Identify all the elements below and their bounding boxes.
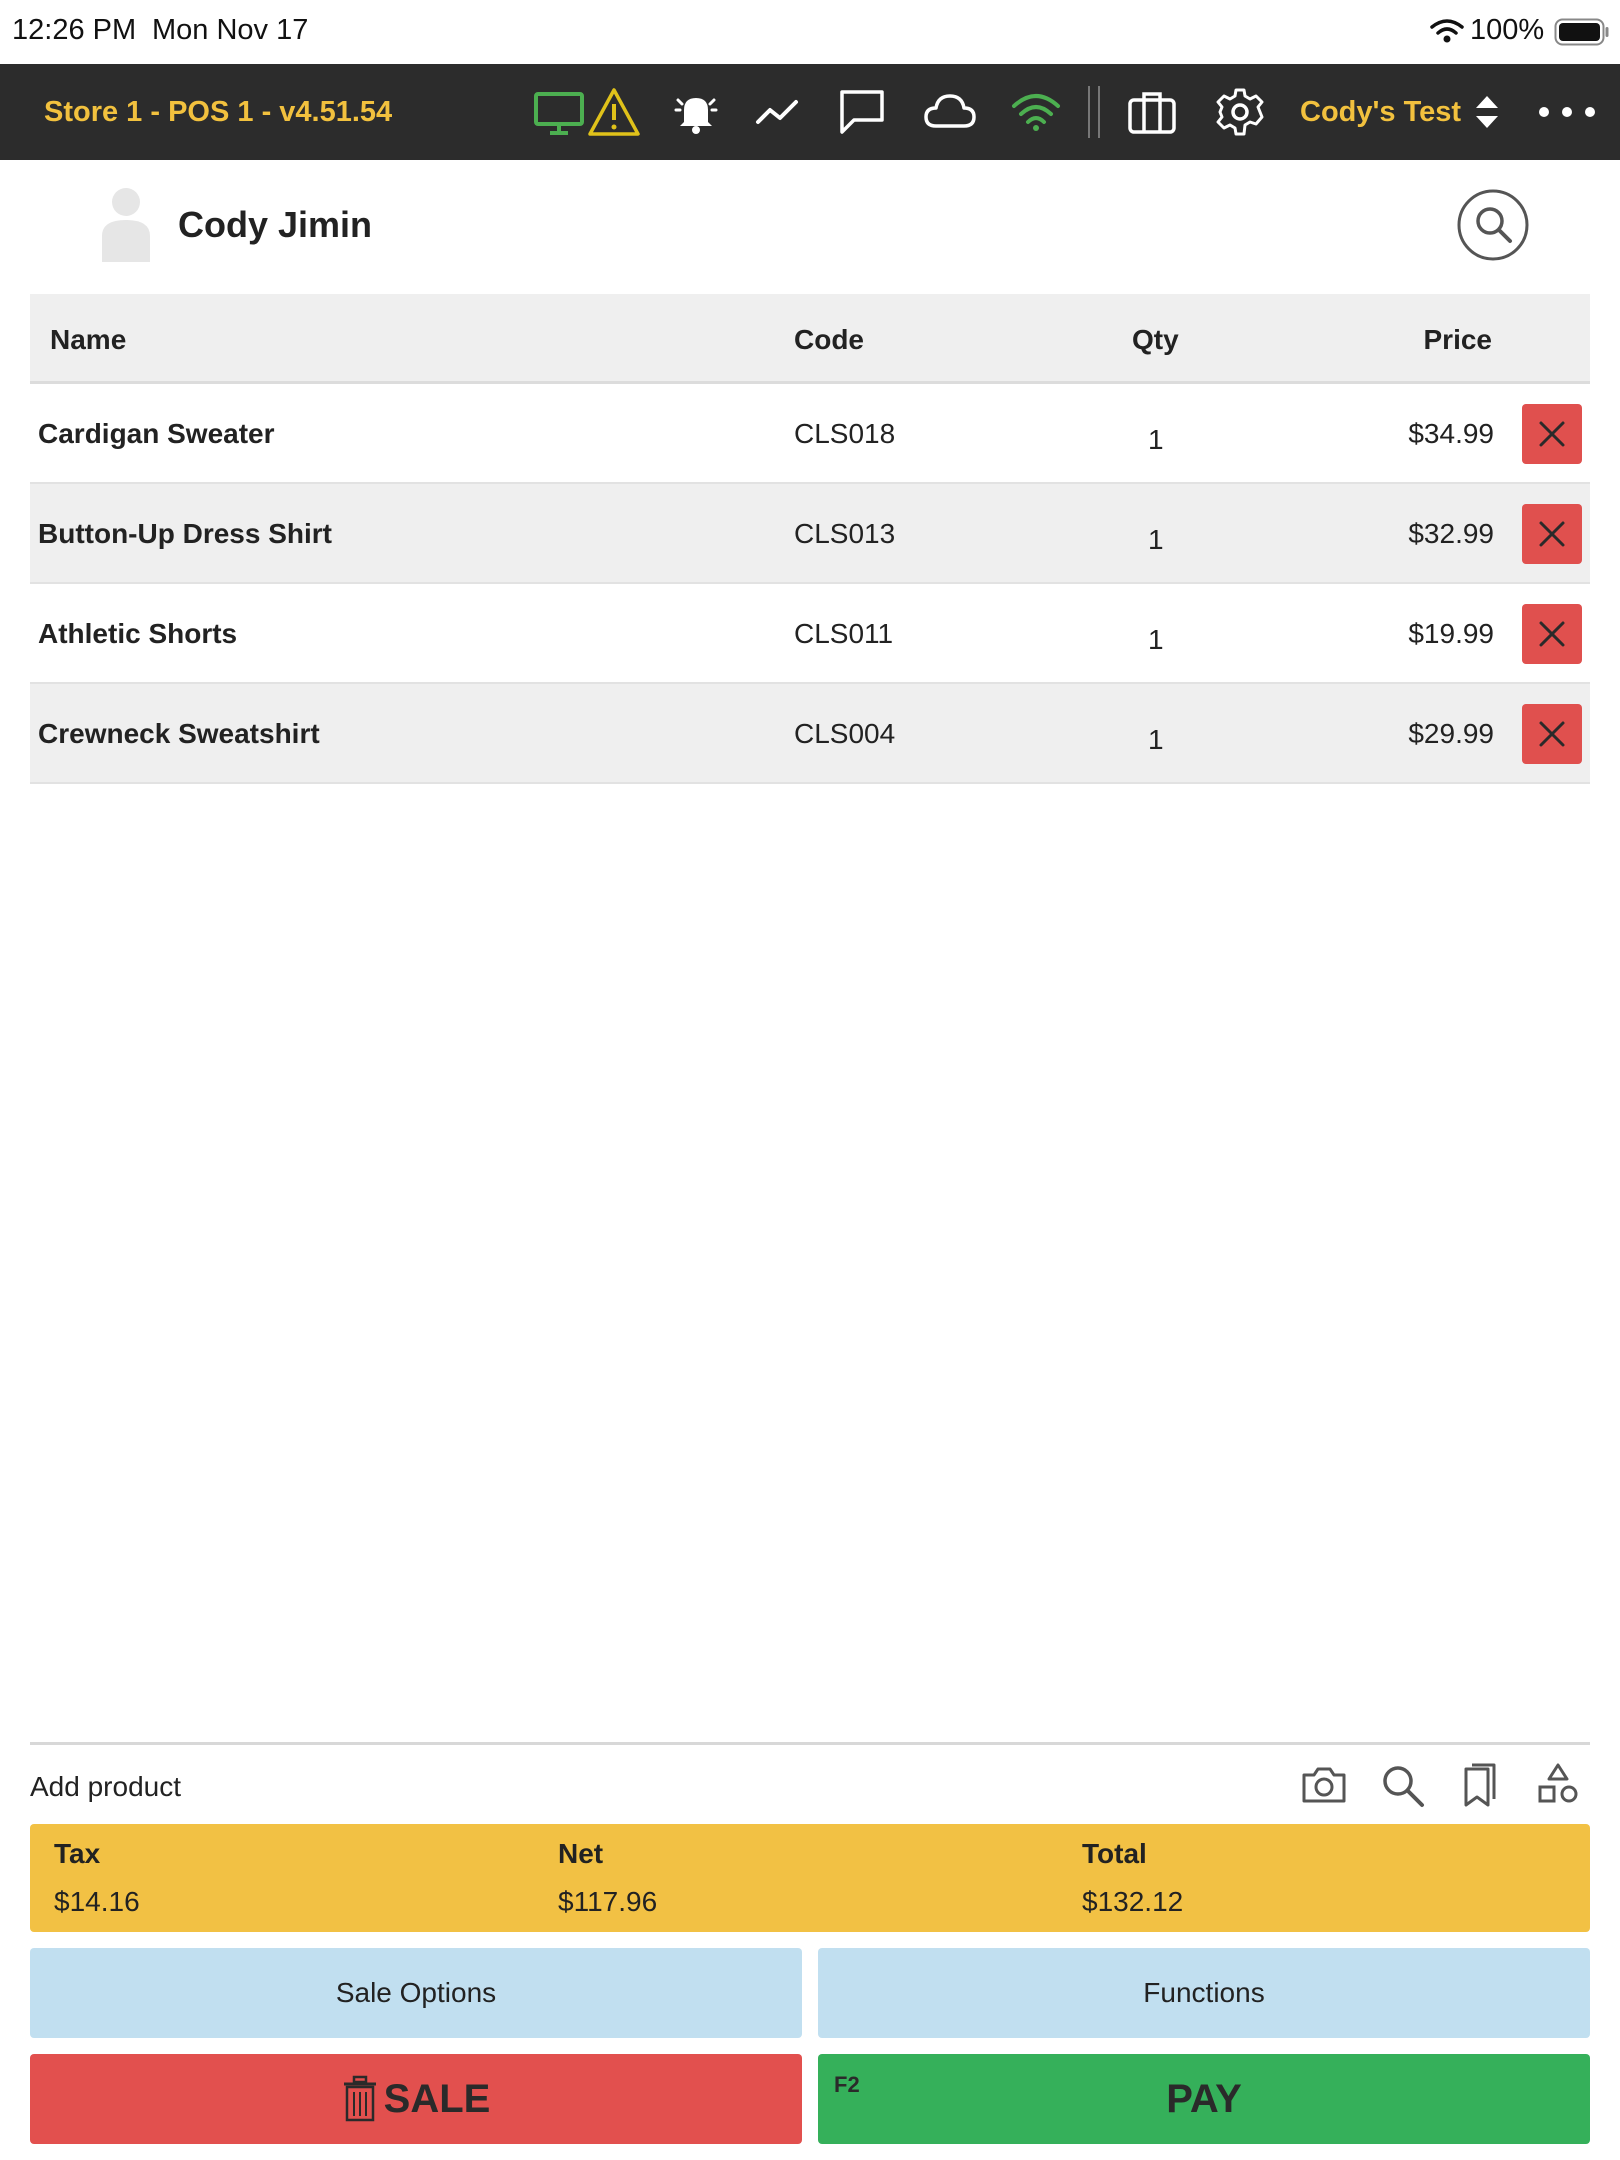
item-price[interactable]: $19.99 xyxy=(1408,618,1494,649)
item-qty[interactable]: 1 xyxy=(1148,624,1164,655)
remove-item-button[interactable] xyxy=(1522,504,1582,564)
bell-icon[interactable] xyxy=(668,84,724,140)
table-header xyxy=(30,294,1590,384)
item-code: CLS004 xyxy=(794,718,896,749)
table-row[interactable] xyxy=(30,484,1590,584)
sort-icon[interactable] xyxy=(1472,92,1502,132)
net-value: $117.96 xyxy=(558,1886,658,1917)
wifi-status-icon xyxy=(1430,18,1464,44)
pos-title: Store 1 - POS 1 - v4.51.54 xyxy=(44,96,393,128)
chat-icon[interactable] xyxy=(834,84,890,140)
gear-icon[interactable] xyxy=(1212,84,1268,140)
trash-icon xyxy=(342,2075,378,2123)
store-selector[interactable]: Cody's Test xyxy=(1300,96,1462,128)
column-code: Code xyxy=(794,324,864,355)
item-price[interactable]: $32.99 xyxy=(1408,518,1494,549)
remove-item-button[interactable] xyxy=(1522,404,1582,464)
monitor-icon[interactable] xyxy=(532,84,588,140)
battery-percent: 100% xyxy=(1470,14,1545,46)
battery-icon xyxy=(1554,18,1610,46)
camera-icon[interactable] xyxy=(1300,1761,1348,1809)
remove-item-button[interactable] xyxy=(1522,704,1582,764)
item-code: CLS018 xyxy=(794,418,896,449)
bookmark-icon[interactable] xyxy=(1456,1761,1504,1809)
close-icon xyxy=(1537,719,1567,749)
customer-name[interactable]: Cody Jimin xyxy=(178,204,373,245)
pay-button[interactable] xyxy=(818,2054,1590,2144)
item-qty[interactable]: 1 xyxy=(1148,524,1164,555)
toolbar-divider xyxy=(1088,86,1100,138)
item-code: CLS011 xyxy=(794,618,894,649)
item-qty[interactable]: 1 xyxy=(1148,424,1164,455)
item-price[interactable]: $29.99 xyxy=(1408,718,1494,749)
tax-value: $14.16 xyxy=(54,1886,140,1917)
close-icon xyxy=(1537,519,1567,549)
sale-label: SALE xyxy=(383,2076,491,2121)
column-price: Price xyxy=(1423,324,1492,355)
total-value: $132.12 xyxy=(1082,1886,1184,1917)
item-name: Cardigan Sweater xyxy=(38,418,275,449)
remove-item-button[interactable] xyxy=(1522,604,1582,664)
add-product-input[interactable]: Add product xyxy=(30,1771,181,1802)
customer-header xyxy=(0,160,1620,294)
trend-icon[interactable] xyxy=(750,84,806,140)
table-row[interactable] xyxy=(30,584,1590,684)
sale-button[interactable] xyxy=(30,2054,802,2144)
status-date: Mon Nov 17 xyxy=(152,14,309,46)
item-qty[interactable]: 1 xyxy=(1148,724,1164,755)
table-row[interactable] xyxy=(30,684,1590,784)
item-name: Athletic Shorts xyxy=(38,618,238,649)
net-label: Net xyxy=(558,1838,604,1869)
item-name: Button-Up Dress Shirt xyxy=(38,518,332,549)
shapes-icon[interactable] xyxy=(1534,1761,1582,1809)
item-name: Crewneck Sweatshirt xyxy=(38,718,320,749)
functions-label: Functions xyxy=(1143,1977,1265,2008)
status-time: 12:26 PM xyxy=(12,14,137,46)
pay-label: PAY xyxy=(1166,2076,1242,2121)
cart-table xyxy=(30,294,1590,784)
wifi-icon[interactable] xyxy=(1008,84,1064,140)
app-toolbar xyxy=(0,64,1620,160)
customer-search-icon[interactable] xyxy=(1456,188,1530,262)
close-icon xyxy=(1537,619,1567,649)
avatar[interactable] xyxy=(100,186,152,262)
search-icon[interactable] xyxy=(1378,1761,1426,1809)
item-price[interactable]: $34.99 xyxy=(1408,418,1494,449)
register-icon[interactable] xyxy=(1124,84,1180,140)
more-icon[interactable] xyxy=(1536,94,1598,130)
sale-options-button[interactable] xyxy=(30,1948,802,2038)
close-icon xyxy=(1537,419,1567,449)
sale-options-label: Sale Options xyxy=(335,1977,497,2008)
tax-label: Tax xyxy=(54,1838,101,1869)
total-label: Total xyxy=(1082,1838,1147,1869)
functions-button[interactable] xyxy=(818,1948,1590,2038)
item-code: CLS013 xyxy=(794,518,896,549)
totals-panel xyxy=(30,1824,1590,1932)
table-row[interactable] xyxy=(30,384,1590,484)
column-qty: Qty xyxy=(1132,324,1179,355)
add-product-bar xyxy=(30,1742,1590,1822)
status-bar xyxy=(0,0,1620,64)
warning-icon[interactable] xyxy=(586,84,642,140)
pay-shortcut: F2 xyxy=(834,2072,860,2097)
cloud-icon[interactable] xyxy=(922,84,978,140)
column-name: Name xyxy=(50,324,127,355)
